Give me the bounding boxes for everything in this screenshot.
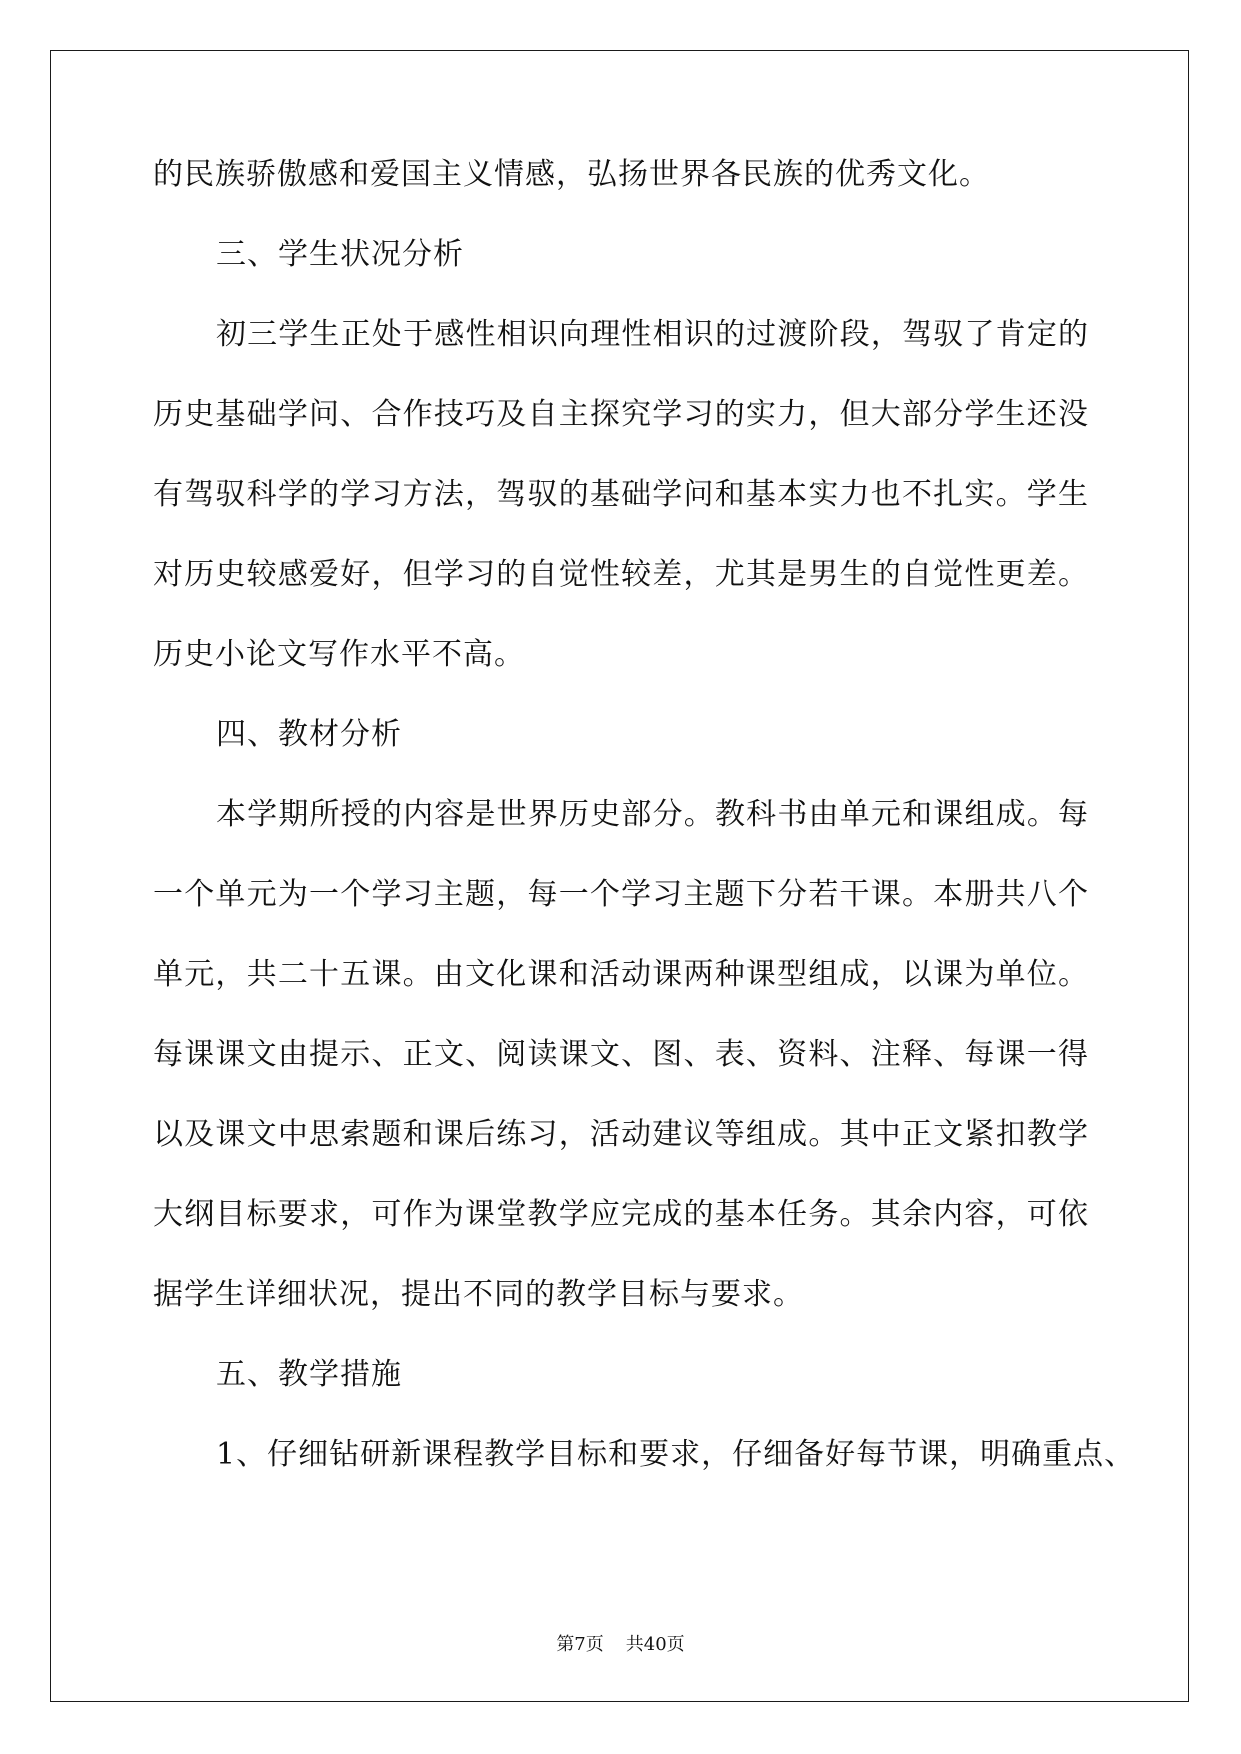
page-footer — [0, 1630, 1241, 1656]
paragraph-line: 单元，共二十五课。由文化课和活动课两种课型组成，以课为单位。 — [153, 957, 1089, 992]
paragraph-line: 每课课文由提示、正文、阅读课文、图、表、资料、注释、每课一得 — [153, 1037, 1089, 1072]
section-heading: 四、教材分析 — [216, 717, 402, 752]
paragraph-line: 历史小论文写作水平不高。 — [153, 637, 525, 672]
paragraph-line: 有驾驭科学的学习方法，驾驭的基础学问和基本实力也不扎实。学生 — [153, 477, 1089, 512]
page-total: 共40页 — [625, 1634, 685, 1655]
section-heading: 三、学生状况分析 — [216, 237, 464, 272]
section-heading: 五、教学措施 — [216, 1357, 402, 1392]
document-body — [153, 157, 1136, 1520]
paragraph-line: 对历史较感爱好，但学习的自觉性较差，尤其是男生的自觉性更差。 — [153, 557, 1089, 592]
paragraph-line: 的民族骄傲感和爱国主义情感，弘扬世界各民族的优秀文化。 — [153, 157, 990, 192]
page-number: 第7页 — [556, 1634, 604, 1655]
paragraph-line: 初三学生正处于感性相识向理性相识的过渡阶段，驾驭了肯定的 — [216, 317, 1089, 352]
paragraph-line: 一个单元为一个学习主题，每一个学习主题下分若干课。本册共八个 — [153, 877, 1089, 912]
paragraph-line: 据学生详细状况，提出不同的教学目标与要求。 — [153, 1277, 804, 1312]
paragraph-line: 本学期所授的内容是世界历史部分。教科书由单元和课组成。每 — [216, 797, 1089, 832]
paragraph-line: 大纲目标要求，可作为课堂教学应完成的基本任务。其余内容，可依 — [153, 1197, 1089, 1232]
paragraph-line: 以及课文中思索题和课后练习，活动建议等组成。其中正文紧扣教学 — [153, 1117, 1089, 1152]
paragraph-line: 1、仔细钻研新课程教学目标和要求，仔细备好每节课，明确重点、 — [216, 1437, 1136, 1472]
paragraph-line: 历史基础学问、合作技巧及自主探究学习的实力，但大部分学生还没 — [153, 397, 1089, 432]
